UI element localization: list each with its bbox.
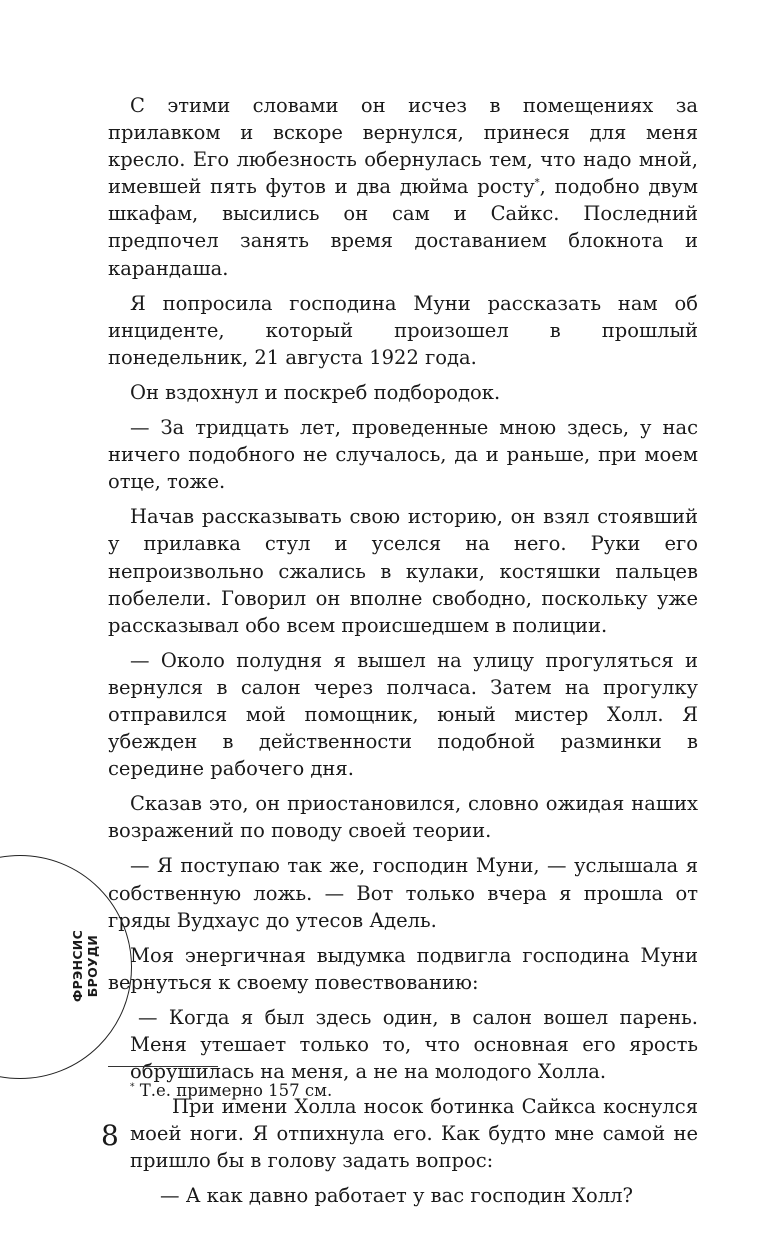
paragraph-7: Сказав это, он приостановился, словно ожидая наших возражений по поводу своей теории. [108,792,698,843]
paragraph-11: При имени Холла носок ботинка Сайкса коснулся моей ноги. Я отпихнула его. Как будто мне самой не пришло бы в голову задать вопрос: [130,1095,698,1173]
footnote-reference: * [534,177,540,189]
paragraph-10: — Когда я был здесь один, в салон вошел парень. Меня утешает только то, что основная его ярость обрушилась на меня, а не на молодого Холла. [130,1005,698,1084]
paragraph-1-part-1: С этими словами он исчез в помещениях за прилавком и вскоре вернулся, принеся для меня кресло. Его любезность обернулась тем, что надо мной, имевшей пять футов и два дюйма росту [108,94,698,199]
paragraph-1 [108,92,698,282]
paragraph-9: Моя энергичная выдумка подвигла господина Муни вернуться к своему повествованию: [108,943,698,994]
paragraph-4: — За тридцать лет, проведенные мною здесь, у нас ничего подобного не случалось, да и раньше, при моем отце, тоже. [108,416,698,494]
side-tab-author [70,926,110,1006]
paragraph-8: — Я поступаю так же, господин Муни, — услышала я собственную ложь. — Вот только вчера я прошла от гряды Вудхаус до утесов Адель. [108,854,698,932]
paragraph-2: Я попросила господина Муни рассказать нам об инциденте, который произошел в прошлый понедельник, 21 августа 1922 года. [108,291,698,369]
author-first-name: ФРЭНСИС [70,929,85,1003]
footnote-text: Т.е. примерно 157 см. [139,1081,333,1100]
main-text [108,92,698,1218]
paragraph-3: Он вздохнул и поскреб подбородок. [130,380,501,404]
footnote-divider [108,1066,218,1067]
footnote [130,1080,332,1102]
paragraph-12: — А как давно работает у вас господин Холл? [160,1184,633,1208]
footnote-marker: * [130,1082,135,1093]
paragraph-1-part-2: , подобно двум шкафам, высились он сам и Сайкс. Последний предпочел занять время доставанием блокнота и карандаша. [108,175,698,280]
page-number: 8 [101,1119,119,1152]
paragraph-5: Начав рассказывать свою историю, он взял стоявший у прилавка стул и уселся на него. Руки его непроизвольно сжались в кулаки, костяшки пальцев побелели. Говорил он вполне свободно, поскольку уже рассказывал обо всем происшедшем в полиции. [108,505,698,637]
author-last-name: БРОУДИ [85,934,100,998]
paragraph-6: — Около полудня я вышел на улицу прогуляться и вернулся в салон через полчаса. Затем на прогулку отправился мой помощник, юный мистер Холл. Я убежден в действенности подобной разминки в середине рабочего дня. [108,648,698,781]
